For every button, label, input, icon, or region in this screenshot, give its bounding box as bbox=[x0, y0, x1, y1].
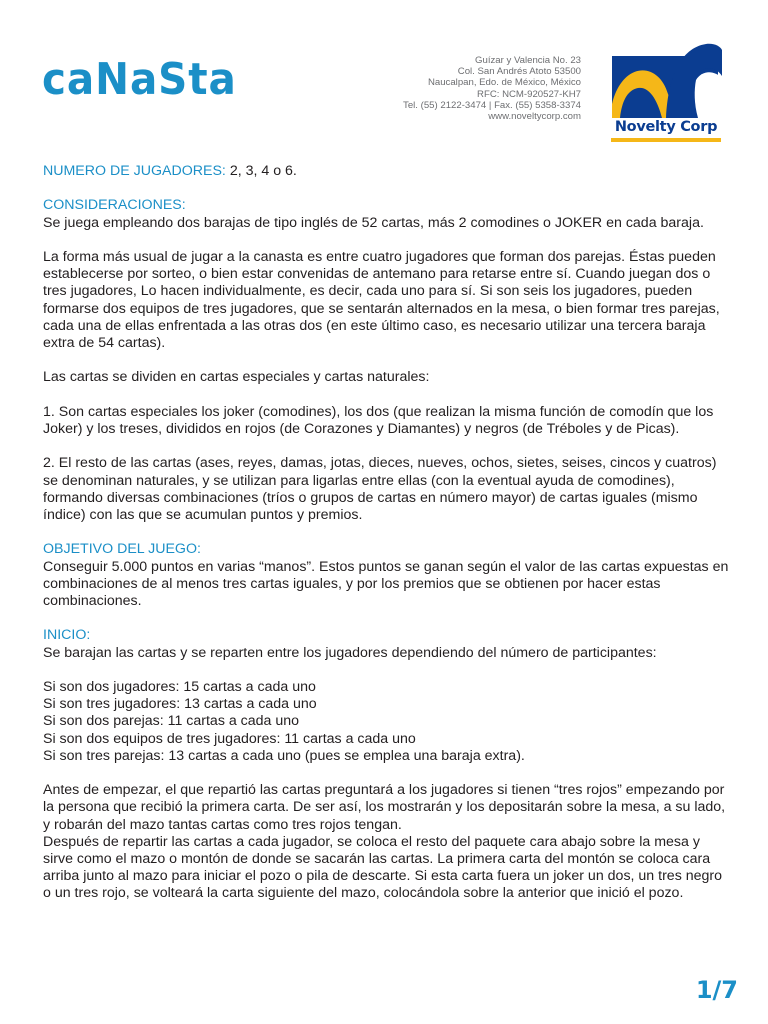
consideraciones-heading: CONSIDERACIONES: bbox=[43, 197, 186, 214]
inicio-heading: INICIO: bbox=[43, 627, 91, 644]
novelty-corp-logo-text: Novelty Corp bbox=[614, 119, 718, 135]
document-body bbox=[43, 163, 733, 920]
page-number: 1/7 bbox=[695, 976, 738, 1004]
despues-text: Después de repartir las cartas a cada jugador, se coloca el resto del paquete cara abajo sobre la mesa y sirve como el mazo o montón de donde se sacarán las cartas. La primera carta del montón se coloca cara arriba junto al mazo para iniciar el pozo o pila de descarte. Si esta carta fuera un joker un dos, un tres negro o un tres rojo, se volteará la carta siguiente del mazo, colocándola sobre la anterior que inició el pozo. bbox=[43, 833, 723, 902]
address-line: RFC: NCM-920527-KH7 bbox=[477, 88, 581, 100]
jugadores-value: 2, 3, 4 o 6. bbox=[225, 163, 297, 179]
reparto-item: Si son tres parejas: 13 cartas a cada uno (pues se emplea una baraja extra). bbox=[43, 747, 525, 764]
consideraciones-text: Se juega empleando dos barajas de tipo inglés de 52 cartas, más 2 comodines o JOKER en cada baraja. bbox=[43, 214, 704, 231]
website-link[interactable]: www.noveltycorp.com bbox=[488, 111, 581, 123]
address-line: Guízar y Valencia No. 23 bbox=[475, 55, 581, 66]
paragraph-dos: 2. El resto de las cartas (ases, reyes, damas, jotas, dieces, nueves, ochos, sietes, seises, cincos y cuatros) se denominan naturales, y se utilizan para ligarlas entre ellas (con la eventual ayuda de comodines), formando diversas combinaciones (tríos o grupos de cartas en número mayor) de cartas iguales (mismo índice) con las que se acumulan puntos y premios. bbox=[43, 455, 717, 523]
paragraph-cartas: Las cartas se dividen en cartas especiales y cartas naturales: bbox=[43, 369, 430, 386]
paragraph-uno: 1. Son cartas especiales los joker (comodines), los dos (que realizan la misma función de comodín que los Joker) y los treses, divididos en rojos (de Corazones y Diamantes) y negros (de Tréboles y de Picas). bbox=[43, 403, 714, 437]
address-line: Col. San Andrés Atoto 53500 bbox=[457, 66, 581, 78]
address-line: Tel. (55) 2122-3474 | Fax. (55) 5358-3374 bbox=[403, 99, 581, 111]
objetivo-text: Conseguir 5.000 puntos en varias “manos”. Estos puntos se ganan según el valor de las cartas expuestas en combinaciones de al menos tres cartas iguales, y por los premios que se obtienen por hacer estas combinaciones. bbox=[43, 558, 729, 609]
jugadores-line bbox=[43, 163, 733, 180]
antes-text: Antes de empezar, el que repartió las cartas preguntará a los jugadores si tienen “tres rojos” empezando por la persona que recibió la primera carta. De ser así, los mostrarán y los depositarán sobre la mesa, a su lado, y robarán del mazo tantas cartas como tres rojos tengan. bbox=[43, 782, 726, 833]
reparto-item: Si son dos equipos de tres jugadores: 11 cartas a cada uno bbox=[43, 730, 416, 747]
logo-accent-bar bbox=[611, 138, 721, 142]
reparto-item: Si son dos parejas: 11 cartas a cada uno bbox=[43, 713, 300, 730]
company-address bbox=[403, 55, 581, 122]
inicio-text: Se barajan las cartas y se reparten entre los jugadores dependiendo del número de participantes: bbox=[43, 644, 657, 661]
address-line: Naucalpan, Edo. de México, México bbox=[427, 77, 581, 89]
reparto-item: Si son dos jugadores: 15 cartas a cada uno bbox=[43, 678, 316, 695]
reparto-item: Si son tres jugadores: 13 cartas a cada uno bbox=[43, 696, 317, 713]
objetivo-heading: OBJETIVO DEL JUEGO: bbox=[43, 541, 201, 558]
paragraph-forma: La forma más usual de jugar a la canasta es entre cuatro jugadores que forman dos parejas. Éstas pueden establecerse por sorteo, o bien estar convenidas de antemano para retarse entre sí. Cuando juegan dos o tres jugadores, Lo hacen individualmente, es decir, cada uno para sí. Si son seis los jugadores, pueden formarse dos equipos de tres jugadores, que se sentarán alternados en la mesa, o bien formar tres parejas, cada una de ellas enfrentada a las otras dos (en este último caso, es necesario utilizar una tercera baraja extra de 54 cartas). bbox=[43, 248, 720, 351]
jugadores-heading: NUMERO DE JUGADORES: bbox=[43, 163, 226, 179]
canasta-title-logo: caNaSta bbox=[42, 54, 237, 105]
